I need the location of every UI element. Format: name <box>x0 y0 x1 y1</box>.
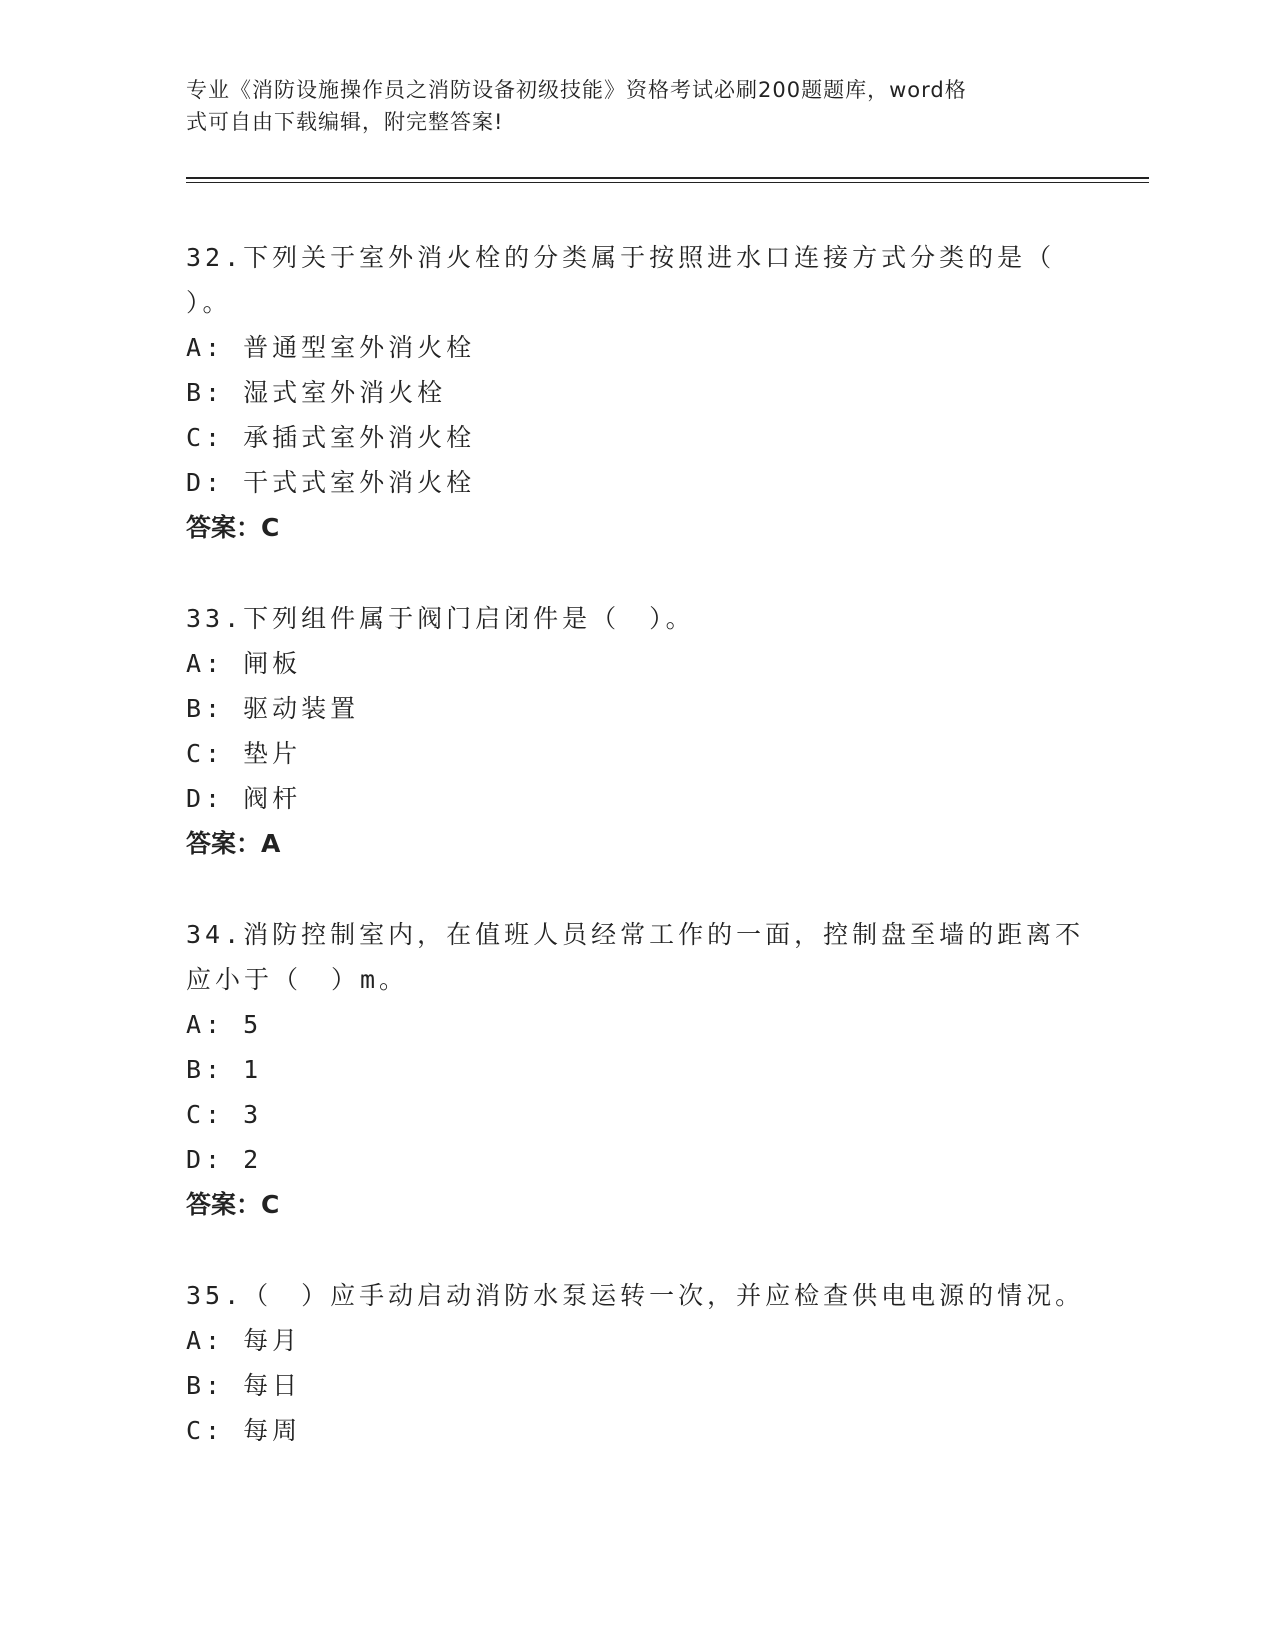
answer-label: 答案：C <box>186 1190 280 1219</box>
question-stem-continued: ）。 <box>186 288 232 317</box>
option-b: B: 驱动装置 <box>186 694 360 723</box>
question-32 <box>186 235 1086 550</box>
question-list <box>186 235 1086 1453</box>
question-stem: 34.消防控制室内，在值班人员经常工作的一面，控制盘至墙的距离不 <box>186 920 1085 949</box>
option-a: A: 普通型室外消火栓 <box>186 333 476 362</box>
option-c: C: 承插式室外消火栓 <box>186 423 476 452</box>
question-33 <box>186 596 1086 866</box>
option-c: C: 每周 <box>186 1416 302 1445</box>
option-d: D: 2 <box>186 1145 263 1174</box>
question-34 <box>186 912 1086 1227</box>
option-b: B: 湿式室外消火栓 <box>186 378 447 407</box>
option-a: A: 5 <box>186 1010 263 1039</box>
header-divider-thin <box>186 182 1149 183</box>
option-d: D: 干式式室外消火栓 <box>186 468 476 497</box>
question-stem-continued: 应小于（ ）m。 <box>186 965 409 994</box>
header-line-1: 专业《消防设施操作员之消防设备初级技能》资格考试必刷200题题库，word格 <box>186 78 967 102</box>
option-b: B: 每日 <box>186 1371 302 1400</box>
document-header <box>186 74 1066 138</box>
question-stem: 33.下列组件属于阀门启闭件是（ ）。 <box>186 604 695 633</box>
option-c: C: 3 <box>186 1100 263 1129</box>
answer-label: 答案：A <box>186 829 281 858</box>
question-stem: 35.（ ）应手动启动消防水泵运转一次，并应检查供电电源的情况。 <box>186 1281 1085 1310</box>
header-divider-thick <box>186 177 1149 179</box>
option-a: A: 闸板 <box>186 649 302 678</box>
header-line-2: 式可自由下载编辑，附完整答案! <box>186 110 504 134</box>
question-stem: 32.下列关于室外消火栓的分类属于按照进水口连接方式分类的是（ <box>186 243 1056 272</box>
answer-label: 答案：C <box>186 513 280 542</box>
option-d: D: 阀杆 <box>186 784 302 813</box>
option-c: C: 垫片 <box>186 739 302 768</box>
option-b: B: 1 <box>186 1055 263 1084</box>
question-35 <box>186 1273 1086 1453</box>
option-a: A: 每月 <box>186 1326 302 1355</box>
